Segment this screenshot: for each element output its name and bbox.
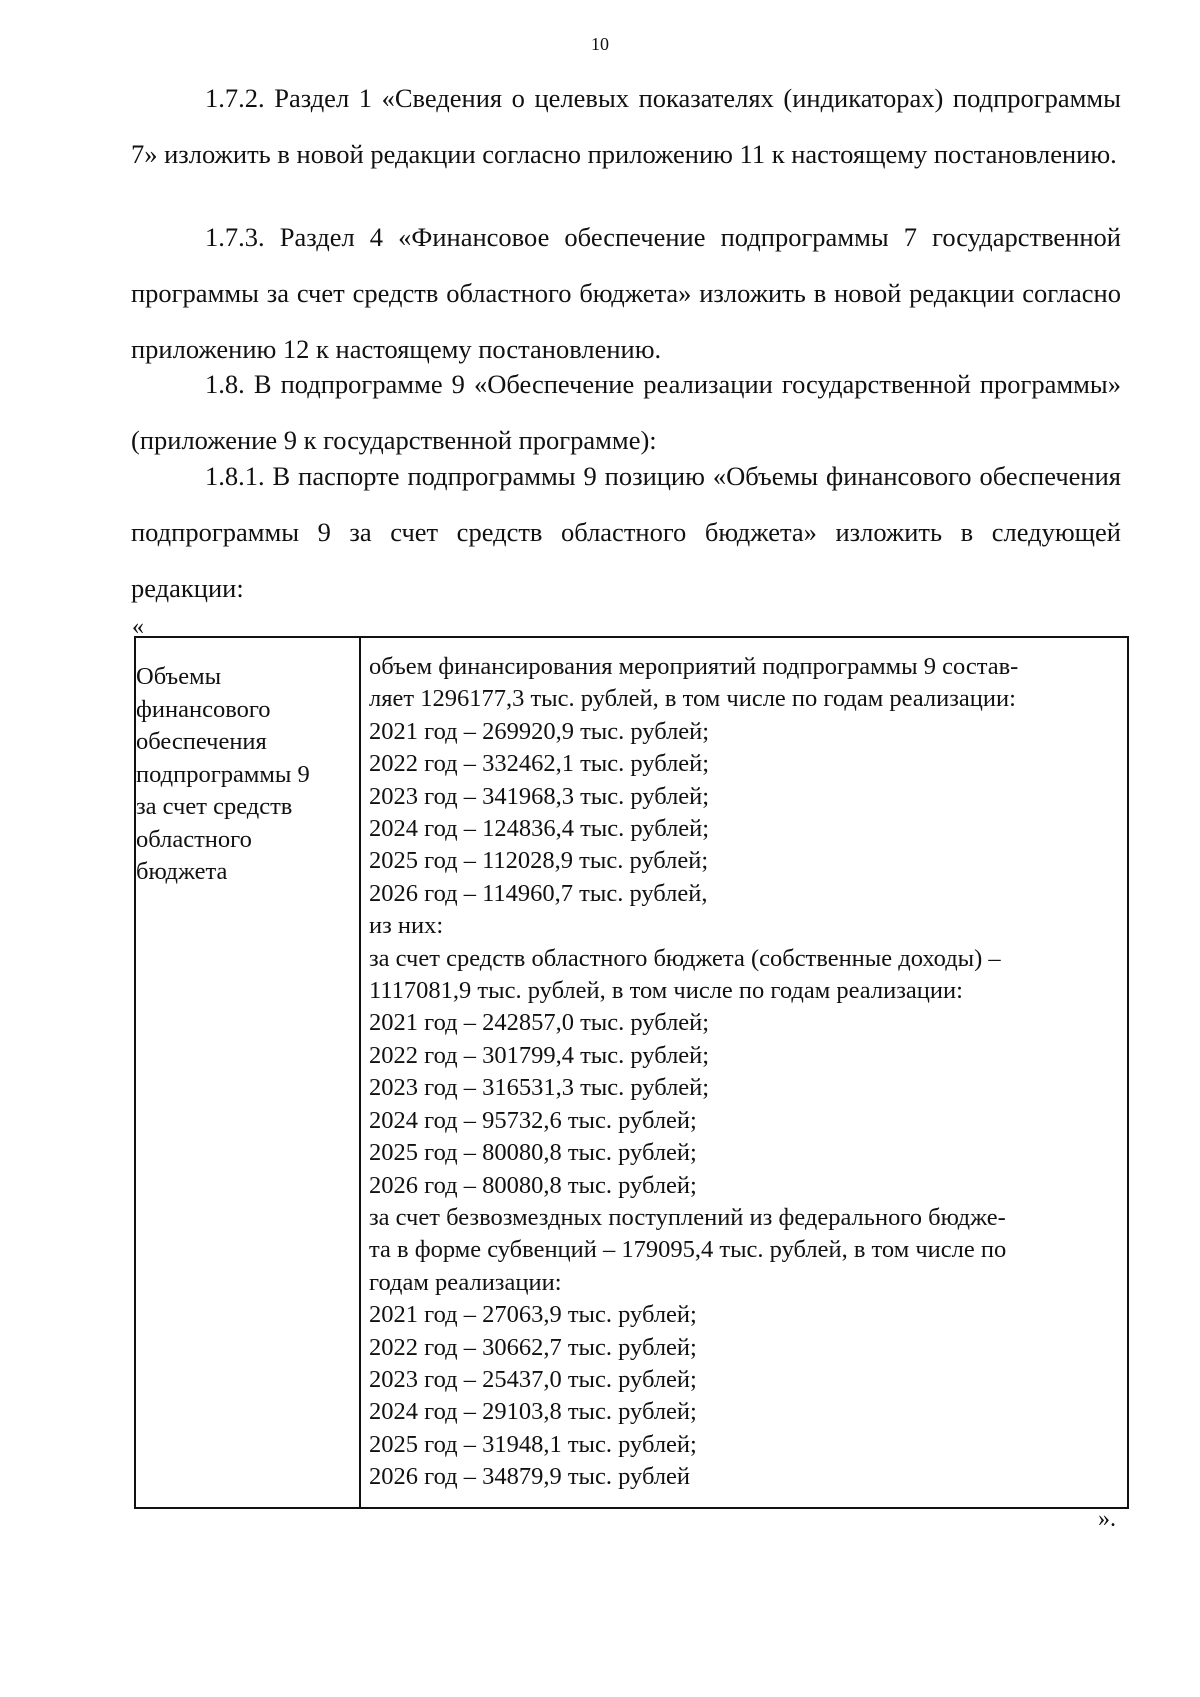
left-cell-line: бюджета	[136, 858, 228, 885]
opening-quote-mark: «	[132, 614, 144, 640]
right-cell-line: 2024 год – 124836,4 тыс. рублей;	[369, 815, 710, 843]
right-cell-line: 2024 год – 95732,6 тыс. рублей;	[369, 1106, 697, 1134]
paragraph-1-7-3: 1.7.3. Раздел 4 «Финансовое обеспечение подпрограммы 7 государственной программы за счет средств областного бюджета» изложить в новой редакции согласно приложению 12 к настоящему постановлению.	[131, 222, 1121, 364]
right-cell-line: за счет средств областного бюджета (собственные доходы) –	[369, 944, 1001, 972]
paragraph-1-7-2: 1.7.2. Раздел 1 «Сведения о целевых показателях (индикаторах) подпрограммы 7» изложить в новой редакции согласно приложению 11 к настоящему постановлению.	[131, 83, 1121, 169]
left-cell-line: областного	[136, 825, 252, 853]
right-cell-line: 2024 год – 29103,8 тыс. рублей;	[369, 1398, 697, 1426]
right-cell-line: 2021 год – 269920,9 тыс. рублей;	[369, 717, 710, 745]
paragraph-1-8-1: 1.8.1. В паспорте подпрограммы 9 позицию «Объемы финансового обеспечения подпрограммы 9 за счет средств областного бюджета» изложить в следующей редакции:	[131, 461, 1121, 603]
right-cell-line: ляет 1296177,3 тыс. рублей, в том числе по годам реализации:	[369, 685, 1016, 713]
right-cell-line: 2023 год – 341968,3 тыс. рублей;	[369, 782, 710, 810]
right-cell-line: 2025 год – 31948,1 тыс. рублей;	[369, 1430, 697, 1458]
right-cell-line: из них:	[369, 912, 444, 940]
right-cell-line: 1117081,9 тыс. рублей, в том числе по годам реализации:	[369, 977, 963, 1005]
table-right-cell	[361, 638, 1127, 1494]
right-cell-line: 2022 год – 30662,7 тыс. рублей;	[369, 1333, 697, 1361]
right-cell-line: за счет безвозмездных поступлений из федерального бюдже-	[369, 1203, 1006, 1231]
right-cell-line: 2025 год – 80080,8 тыс. рублей;	[369, 1139, 697, 1167]
right-cell-line: объем финансирования мероприятий подпрограммы 9 состав-	[369, 653, 1019, 680]
left-cell-line: финансового	[136, 695, 271, 723]
table-left-cell	[136, 638, 359, 889]
right-cell-line: 2025 год – 112028,9 тыс. рублей;	[369, 847, 709, 875]
left-cell-line: за счет средств	[136, 793, 293, 820]
left-cell-line: обеспечения	[136, 728, 267, 755]
right-cell-line: 2022 год – 301799,4 тыс. рублей;	[369, 1041, 710, 1069]
right-cell-line: 2022 год – 332462,1 тыс. рублей;	[369, 750, 710, 778]
right-cell-line: 2026 год – 34879,9 тыс. рублей	[369, 1463, 691, 1491]
right-cell-line: 2026 год – 114960,7 тыс. рублей,	[369, 879, 708, 907]
left-cell-line: подпрограммы 9	[136, 760, 310, 788]
page-number: 10	[591, 34, 609, 54]
closing-quote-mark: ».	[1098, 1506, 1116, 1532]
financing-table	[134, 636, 1129, 1509]
left-cell-line: Объемы	[136, 663, 222, 690]
right-cell-line: 2023 год – 316531,3 тыс. рублей;	[369, 1074, 710, 1102]
right-cell-line: 2021 год – 27063,9 тыс. рублей;	[369, 1301, 697, 1329]
right-cell-line: та в форме субвенций – 179095,4 тыс. рублей, в том числе по	[369, 1236, 1007, 1264]
right-cell-line: 2021 год – 242857,0 тыс. рублей;	[369, 1009, 710, 1037]
right-cell-line: годам реализации:	[369, 1268, 562, 1296]
right-cell-line: 2023 год – 25437,0 тыс. рублей;	[369, 1365, 697, 1393]
right-cell-line: 2026 год – 80080,8 тыс. рублей;	[369, 1171, 697, 1199]
paragraph-1-8: 1.8. В подпрограмме 9 «Обеспечение реализации государственной программы» (приложение 9 к государственной программе):	[131, 369, 1121, 455]
